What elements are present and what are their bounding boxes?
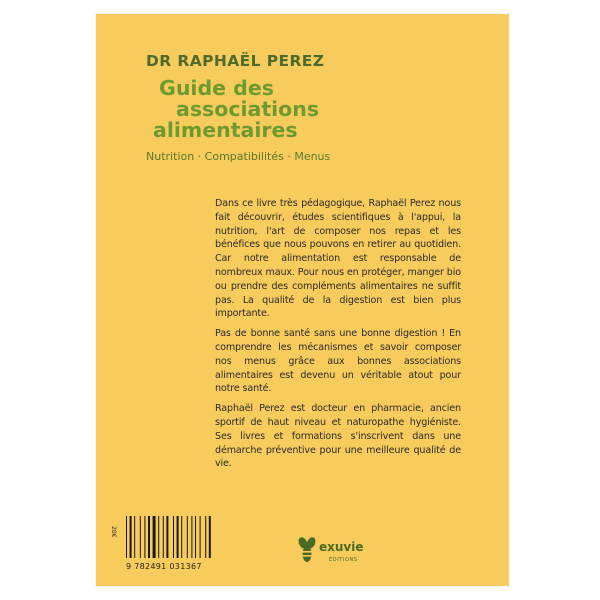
- publisher-subtitle: ÉDITIONS: [329, 557, 358, 563]
- barcode-number: 9 782491 031367: [126, 562, 202, 571]
- author-name: DR RAPHAËL PEREZ: [146, 52, 325, 70]
- barcode: [110, 514, 230, 574]
- book-subtitle: Nutrition · Compatibilités · Menus: [146, 150, 331, 163]
- bee-icon: [297, 535, 317, 565]
- paragraph-1: Dans ce livre très pédagogique, Raphaël Perez nous fait découvrir, études scientifiques à l'appui, la nutrition, l'art de composer nos repas et les bénéfices que nous pouvons en retirer au quotidien. Car notre alimentation est responsable de nombreux maux. Pour nous en protéger, manger bio ou prendre des compléments alimentaires ne suffit pas. La qualité de la digestion est bien plus importante.: [215, 198, 461, 320]
- title-line-3: alimentaires: [153, 118, 298, 142]
- publisher-logo: [297, 535, 377, 575]
- price-label: 20€: [110, 526, 117, 538]
- paragraph-2: Pas de bonne santé sans une bonne digestion ! En comprendre les mécanismes et savoir composer nos menus grâce aux bonnes associations alimentaires est devenu un véritable atout pour notre santé.: [215, 328, 461, 395]
- publisher-name: exuvie: [319, 540, 364, 554]
- paragraph-3: Raphaël Perez est docteur en pharmacie, ancien sportif de haut niveau et naturopathe hygiéniste. Ses livres et formations s'inscrivent dans une démarche préventive pour une meilleure qualité de vie.: [215, 403, 461, 470]
- barcode-bars: [120, 514, 230, 562]
- back-cover-text: [215, 197, 461, 477]
- title-line-1: Guide des: [159, 76, 274, 100]
- title-line-2: associations: [176, 97, 320, 121]
- book-back-cover: [96, 14, 509, 586]
